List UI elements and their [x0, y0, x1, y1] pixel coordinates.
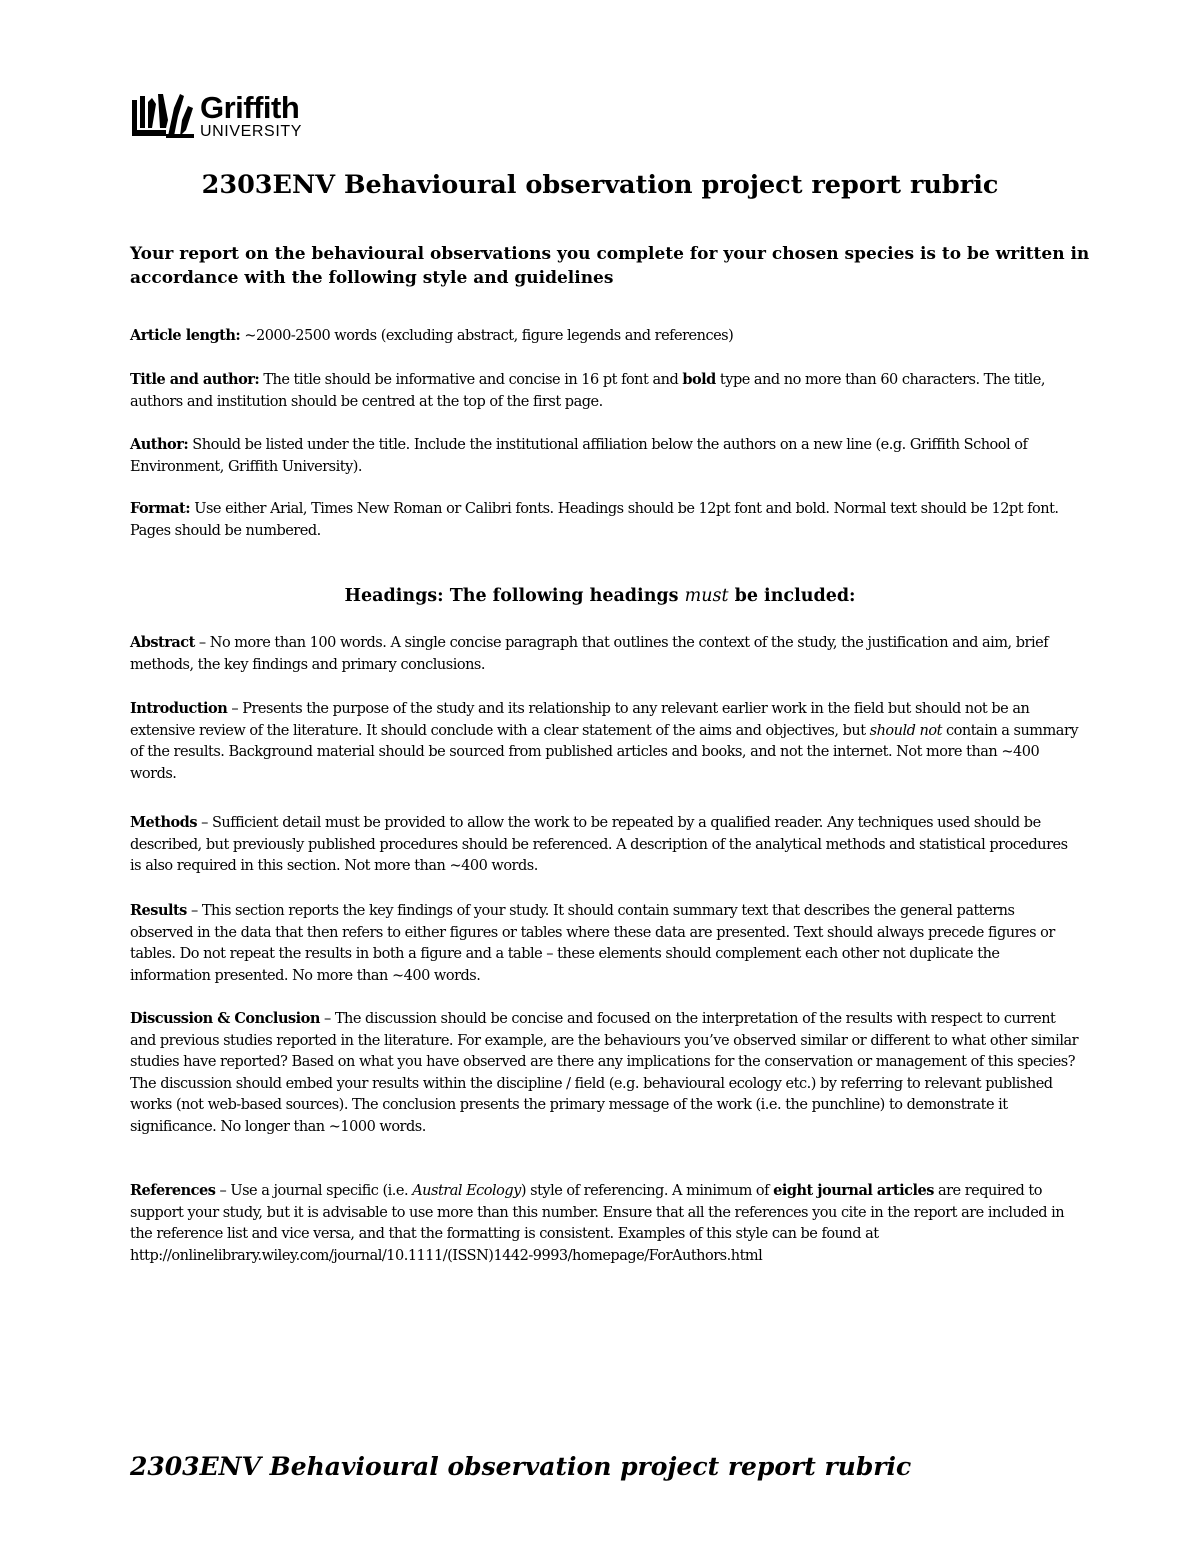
section-text: – No more than 100 words. A single concise paragraph that outlines the context of the study, the justification and aim, brief methods, the key findings and primary conclusions. [130, 635, 1049, 673]
document-title: 2303ENV Behavioural observation project report rubric [201, 170, 999, 200]
section-italic: Austral Ecology [412, 1183, 521, 1199]
guideline-label: Author: [130, 436, 189, 453]
guideline-text: ~2000-2500 words (excluding abstract, figure legends and references) [240, 328, 734, 344]
section-text: – Use a journal specific (i.e. [215, 1183, 413, 1199]
guideline-text: The title should be informative and concise in 16 pt font and [259, 372, 683, 388]
section-label: Results [130, 902, 187, 919]
section-text: are required to support your study, but it is advisable to use more than this number. Ensure that all the references you cite in the report are included in the reference list and vice versa, and that the formatting is consistent. Examples of this style can be found at http://onlinelibrary.wiley.com/journal/10.1111/(ISSN)1442-9993/homepage/ForAuthors.html [130, 1183, 1065, 1264]
section-text: ) style of referencing. A minimum of [520, 1183, 774, 1199]
section-methods [130, 812, 1080, 878]
section-label: References [130, 1182, 216, 1199]
logo-subtitle: UNIVERSITY [200, 123, 303, 140]
section-text: contain a summary of the results. Background material should be sourced from published articles and books, and not the internet. Not more than ~400 words. [130, 722, 1079, 782]
footer-title: 2303ENV Behavioural observation project report rubric [130, 1452, 912, 1481]
headings-title-italic: must [684, 586, 729, 606]
guideline-text: type and no more than 60 characters. The title, authors and institution should be centred at the top of the first page. [130, 372, 1046, 410]
guideline-text: Should be listed under the title. Include the institutional affiliation below the authors on a new line (e.g. Griffith School of Environment, Griffith University). [130, 437, 1028, 475]
headings-title-text: be included: [728, 586, 856, 606]
guideline-text: Use either Arial, Times New Roman or Calibri fonts. Headings should be 12pt font and bold. Normal text should be 12pt font. Pages should be numbered. [130, 501, 1059, 539]
section-results [130, 900, 1080, 987]
guideline-label: Article length: [130, 327, 241, 344]
section-introduction [130, 698, 1080, 785]
guideline-article-length [130, 325, 1080, 348]
guideline-label: Title and author: [130, 371, 260, 388]
logo-name: Griffith [200, 90, 300, 125]
headings-title [0, 586, 1200, 606]
section-label: Abstract [130, 634, 195, 651]
section-discussion [130, 1008, 1080, 1138]
headings-title-text: Headings: The following headings [344, 586, 685, 606]
section-label: Methods [130, 814, 197, 831]
section-label: Discussion & Conclusion [130, 1010, 320, 1027]
section-text: – Sufficient detail must be provided to allow the work to be repeated by a qualified reader. Any techniques used should be described, but previously published procedures should be referenced. A description of the analytical methods and statistical procedures is also required in this section. Not more than ~400 words. [130, 815, 1068, 874]
section-label: Introduction [130, 700, 228, 717]
section-references [130, 1180, 1080, 1267]
section-italic: should not [869, 722, 942, 739]
griffith-logo-mark-icon [130, 90, 196, 142]
guideline-label: Format: [130, 500, 191, 517]
guideline-title-and-author [130, 369, 1080, 413]
guideline-author [130, 434, 1080, 478]
guideline-format [130, 498, 1080, 542]
section-text: – The discussion should be concise and focused on the interpretation of the results with respect to current and previous studies reported in the literature. For example, are the behaviours you’ve observed similar or different to what other similar studies have reported? Based on what you have observed are there any implications for the conservation or management of this species? The discussion should embed your results within the discipline / field (e.g. behavioural ecology etc.) by referring to relevant published works (not web-based sources). The conclusion presents the primary message of the work (i.e. the punchline) to demonstrate it significance. No longer than ~1000 words. [130, 1011, 1079, 1135]
intro-heading: Your report on the behavioural observations you complete for your chosen species is to be written in accordance with the following style and guidelines [130, 244, 1090, 288]
section-abstract [130, 632, 1080, 676]
section-text: – Presents the purpose of the study and its relationship to any relevant earlier work in the field but should not be an extensive review of the literature. It should conclude with a clear statement of the aims and objectives, but [130, 701, 1030, 739]
griffith-logo [130, 90, 302, 142]
section-text: – This section reports the key findings of your study. It should contain summary text that describes the general patterns observed in the data that then refers to either figures or tables where these data are presented. Text should always precede figures or tables. Do not repeat the results in both a figure and a table – these elements should complement each other not duplicate the information presented. No more than ~400 words. [130, 903, 1055, 984]
guideline-bold-word: bold [682, 371, 716, 388]
section-bold: eight journal articles [773, 1182, 934, 1199]
